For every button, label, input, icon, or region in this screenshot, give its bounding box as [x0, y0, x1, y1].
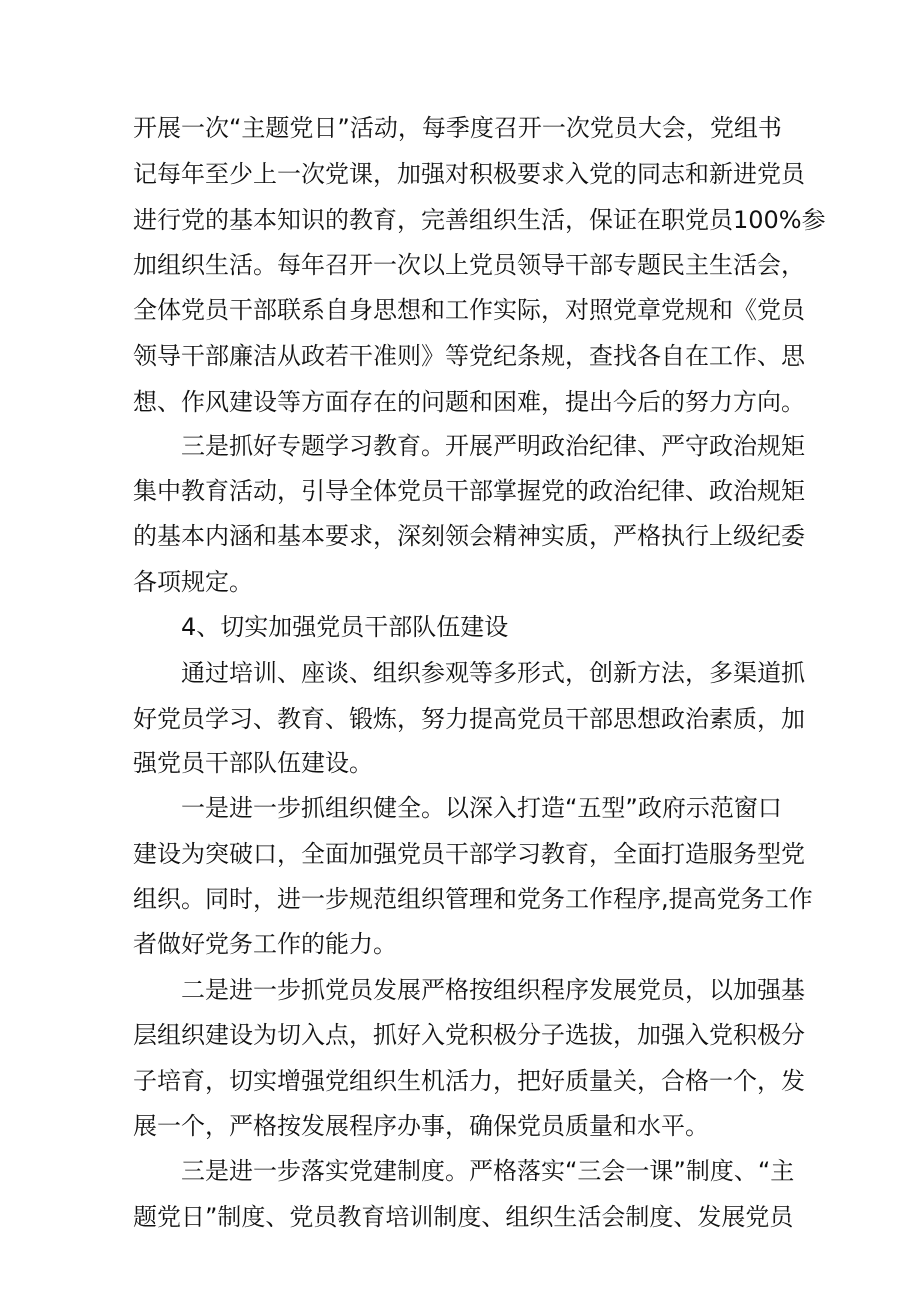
text-line: 三是进一步落实党建制度。严格落实“三会一课”制度、“主: [181, 1157, 795, 1185]
text-line: 三是抓好专题学习教育。开展严明政治纪律、严守政治规矩: [181, 432, 805, 460]
text-line: 通过培训、座谈、组织参观等多形式，创新方法，多渠道抓: [181, 659, 805, 687]
text-line: 展一个，严格按发展程序办事，确保党员质量和水平。: [133, 1112, 709, 1140]
text-line: 想、作风建设等方面存在的问题和困难，提出今后的努力方向。: [133, 388, 805, 416]
text-line: 加组织生活。每年召开一次以上党员领导干部专题民主生活会，: [133, 251, 805, 279]
text-line: 进行党的基本知识的教育，完善组织生活，保证在职党员100%参: [133, 206, 826, 234]
text-line: 各项规定。: [133, 568, 253, 596]
text-line: 组织。同时，进一步规范组织管理和党务工作程序,提高党务工作: [133, 885, 813, 913]
text-line: 集中教育活动，引导全体党员干部掌握党的政治纪律、政治规矩: [133, 477, 805, 505]
text-line: 二是进一步抓党员发展严格按组织程序发展党员，以加强基: [181, 976, 805, 1004]
text-line: 领导干部廉洁从政若干准则》等党纪条规，查找各自在工作、思: [133, 342, 805, 370]
text-line: 一是进一步抓组织健全。以深入打造“五型”政府示范窗口: [181, 794, 782, 822]
text-line: 者做好党务工作的能力。: [133, 930, 397, 958]
text-line: 题党日”制度、党员教育培训制度、组织生活会制度、发展党员: [133, 1203, 794, 1231]
text-line: 子培育，切实增强党组织生机活力，把好质量关，合格一个，发: [133, 1067, 805, 1095]
text-line: 全体党员干部联系自身思想和工作实际，对照党章党规和《党员: [133, 296, 805, 324]
text-line: 开展一次“主题党日”活动，每季度召开一次党员大会，党组书: [133, 114, 782, 142]
text-line: 记每年至少上一次党课，加强对积极要求入党的同志和新进党员: [133, 160, 805, 188]
text-line: 层组织建设为切入点，抓好入党积极分子选拔，加强入党积极分: [133, 1021, 805, 1049]
text-line: 建设为突破口，全面加强党员干部学习教育，全面打造服务型党: [133, 840, 805, 868]
text-line: 强党员干部队伍建设。: [133, 749, 373, 777]
section-heading: 4、切实加强党员干部队伍建设: [181, 613, 509, 641]
text-line: 好党员学习、教育、锻炼，努力提高党员干部思想政治素质，加: [133, 705, 805, 733]
text-line: 的基本内涵和基本要求，深刻领会精神实质，严格执行上级纪委: [133, 522, 805, 550]
